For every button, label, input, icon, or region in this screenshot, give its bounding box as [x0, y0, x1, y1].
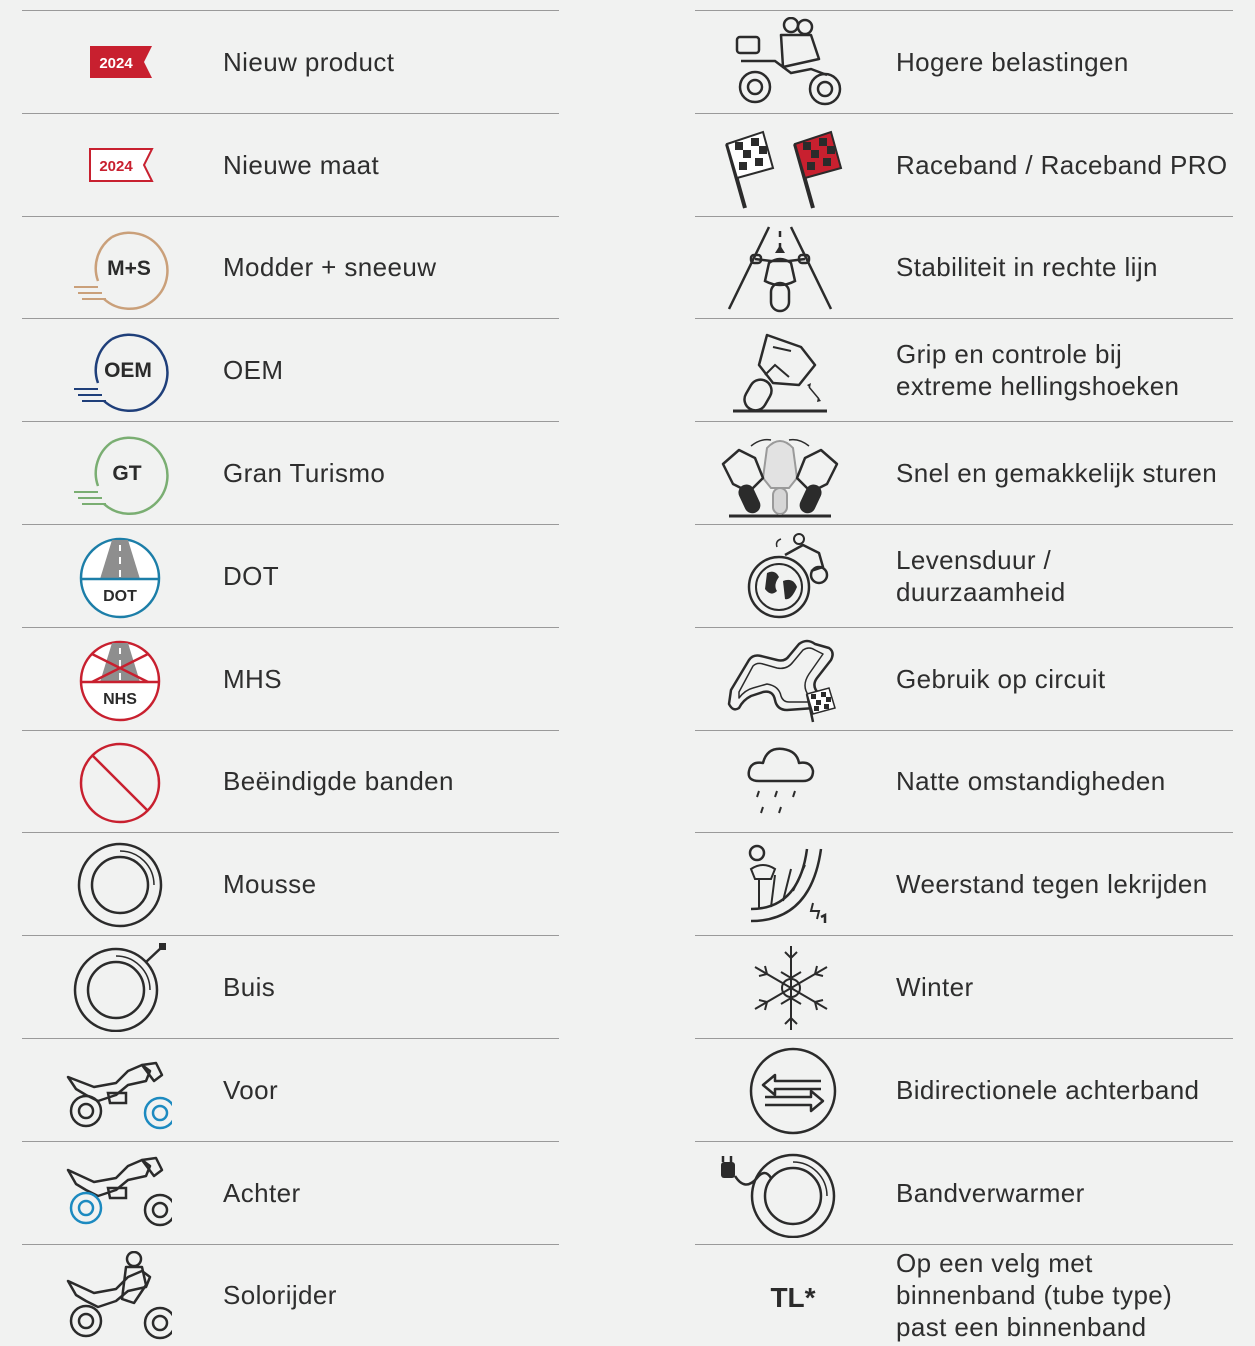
- legend-row-tire-warmer: [695, 1141, 1233, 1244]
- new-size-badge-icon: [64, 120, 172, 210]
- legend-row-higher-loads: [695, 10, 1233, 113]
- straight-line-stability-icon: [715, 223, 845, 313]
- bidirectional-arrows-icon: [715, 1045, 845, 1135]
- mud-snow-text: M+S: [107, 256, 151, 280]
- legend-label: Gebruik op circuit: [896, 663, 1106, 694]
- discontinued-icon: [64, 737, 172, 827]
- motorcycle-front-icon: [64, 1045, 172, 1135]
- dot-text: DOT: [103, 587, 137, 605]
- icon-legend-right-column: [695, 10, 1233, 1346]
- legend-row-wet: [695, 730, 1233, 833]
- legend-label: Grip en controle bij extreme hellingshoeken: [896, 339, 1180, 402]
- legend-label: Modder + sneeuw: [223, 252, 437, 283]
- puncture-resistance-icon: [715, 839, 845, 929]
- higher-loads-icon: [715, 17, 845, 107]
- legend-row-rear: [22, 1141, 559, 1244]
- legend-label: Levensduur / duurzaamheid: [896, 544, 1066, 607]
- nhs-text: NHS: [103, 690, 137, 708]
- tl-star-icon: [715, 1251, 845, 1341]
- tl-star-text: TL*: [770, 1281, 816, 1313]
- icon-legend-left-column: [22, 10, 559, 1346]
- legend-label: Mousse: [223, 869, 317, 900]
- legend-row-front: [22, 1038, 559, 1141]
- legend-row-dot: [22, 524, 559, 627]
- legend-label: Nieuw product: [223, 46, 395, 77]
- race-circuit-icon: [715, 634, 845, 724]
- oem-icon: [64, 325, 172, 415]
- legend-label: Snel en gemakkelijk sturen: [896, 458, 1218, 489]
- legend-label: Bandverwarmer: [896, 1177, 1085, 1208]
- legend-row-puncture: [695, 832, 1233, 935]
- gran-turismo-icon: [64, 428, 172, 518]
- legend-row-mud-snow: [22, 216, 559, 319]
- legend-row-bidirectional: [695, 1038, 1233, 1141]
- legend-label: Nieuwe maat: [223, 149, 380, 180]
- legend-label: Winter: [896, 972, 974, 1003]
- legend-label: DOT: [223, 560, 280, 591]
- legend-row-durability: [695, 524, 1233, 627]
- legend-row-new-product: [22, 10, 559, 113]
- legend-label: OEM: [223, 355, 284, 386]
- mud-snow-icon: [64, 223, 172, 313]
- legend-row-oem: [22, 318, 559, 421]
- legend-label: Solorijder: [223, 1280, 337, 1311]
- legend-label: Op een velg met binnenband (tube type) past een binnenband: [896, 1248, 1173, 1343]
- legend-row-stability: [695, 216, 1233, 319]
- legend-label: Voor: [223, 1074, 279, 1105]
- legend-label: MHS: [223, 663, 282, 694]
- tube-tire-icon: [64, 942, 172, 1032]
- legend-label: Raceband / Raceband PRO: [896, 149, 1228, 180]
- legend-label: Buis: [223, 972, 276, 1003]
- legend-row-mhs: [22, 627, 559, 730]
- mousse-tire-icon: [64, 839, 172, 929]
- legend-row-gran-turismo: [22, 421, 559, 524]
- lean-angle-grip-icon: [715, 325, 845, 415]
- legend-label: Gran Turismo: [223, 458, 386, 489]
- gt-text: GT: [112, 462, 142, 486]
- easy-steering-icon: [715, 428, 845, 518]
- legend-row-mousse: [22, 832, 559, 935]
- durability-globe-icon: [715, 531, 845, 621]
- legend-row-race: [695, 113, 1233, 216]
- legend-label: Achter: [223, 1177, 301, 1208]
- legend-row-lean-grip: [695, 318, 1233, 421]
- legend-row-easy-steering: [695, 421, 1233, 524]
- badge-year: 2024: [99, 55, 133, 72]
- legend-row-winter: [695, 935, 1233, 1038]
- solo-rider-icon: [64, 1251, 172, 1341]
- legend-label: Weerstand tegen lekrijden: [896, 869, 1208, 900]
- legend-label: Bidirectionele achterband: [896, 1074, 1200, 1105]
- legend-row-tube: [22, 935, 559, 1038]
- motorcycle-rear-icon: [64, 1148, 172, 1238]
- race-flags-icon: [715, 120, 845, 210]
- legend-label: Stabiliteit in rechte lijn: [896, 252, 1158, 283]
- legend-row-discontinued: [22, 730, 559, 833]
- legend-label: Natte omstandigheden: [896, 766, 1166, 797]
- dot-road-icon: [64, 531, 172, 621]
- oem-text: OEM: [104, 359, 152, 383]
- new-product-badge-icon: [64, 17, 172, 107]
- legend-row-new-size: [22, 113, 559, 216]
- legend-row-circuit: [695, 627, 1233, 730]
- legend-row-tl-star: [695, 1244, 1233, 1346]
- legend-row-solo-rider: [22, 1244, 559, 1346]
- nhs-road-icon: [64, 634, 172, 724]
- legend-label: Beëindigde banden: [223, 766, 454, 797]
- badge-year: 2024: [99, 157, 133, 175]
- snowflake-icon: [715, 942, 845, 1032]
- tire-warmer-icon: [715, 1148, 845, 1238]
- legend-label: Hogere belastingen: [896, 46, 1129, 77]
- wet-conditions-icon: [715, 737, 845, 827]
